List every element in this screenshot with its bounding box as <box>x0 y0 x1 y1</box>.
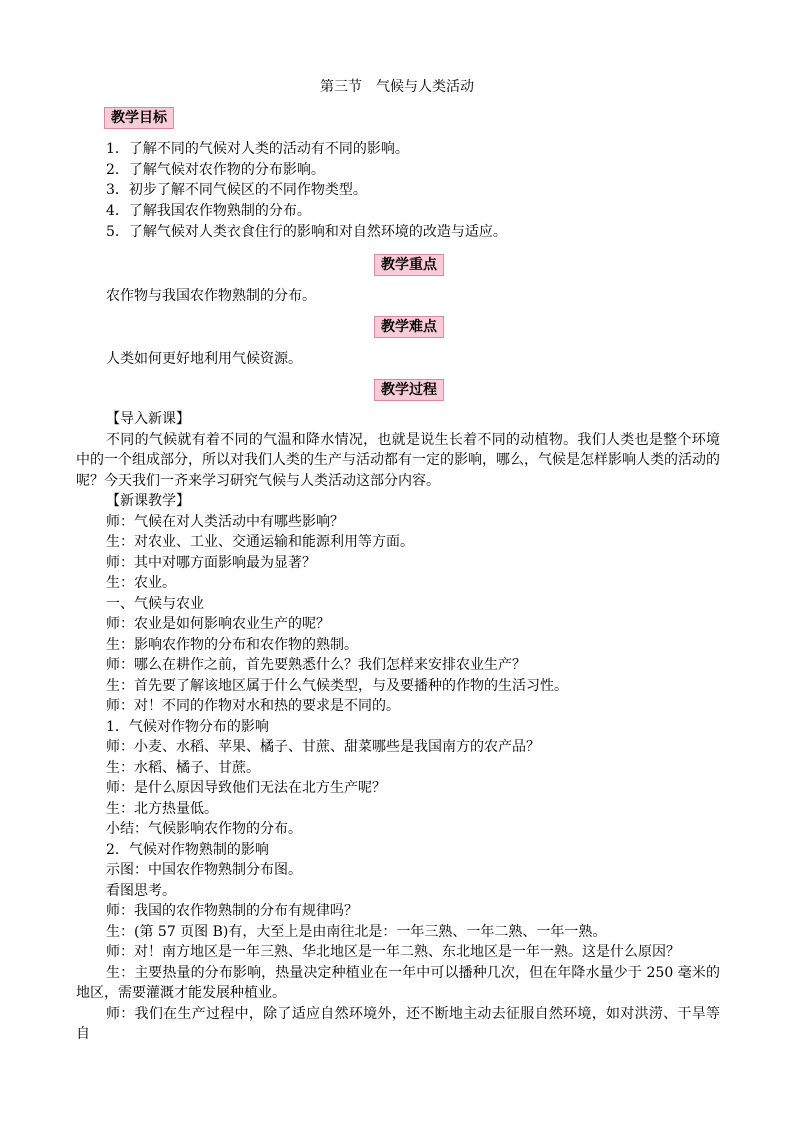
dialogue-line: 师：气候在对人类活动中有哪些影响？ <box>106 513 344 530</box>
intro-heading: 【导入新课】 <box>106 411 190 427</box>
dialogue-line: 师：我国的农作物熟制的分布有规律吗？ <box>106 903 358 919</box>
dialogue-paragraph: 师：我们在生产过程中，除了适应自然环境外，还不断地主动去征服自然环境，如对洪涝、干旱等自 <box>76 1005 720 1042</box>
dialogue-line: 师：对！南方地区是一年三熟、华北地区是一年二熟、东北地区是一年一熟。这是什么原因？ <box>106 944 680 960</box>
difficult-point-text: 人类如何更好地利用气候资源。 <box>106 351 302 367</box>
dialogue-line: 师：哪么在耕作之前，首先要熟悉什么？我们怎样来安排农业生产？ <box>106 657 526 673</box>
dialogue-line: 师：是什么原因导致他们无法在北方生产呢？ <box>106 780 386 796</box>
dialogue-line: 师：其中对哪方面影响最为显著？ <box>106 554 316 571</box>
dialogue-line: 生：(第 57 页图 B)有，大至上是由南往北是：一年三熟、一年二熟、一年一熟。 <box>106 923 607 940</box>
page-title: 第三节 气候与人类活动 <box>320 79 474 95</box>
key-point-text: 农作物与我国农作物熟制的分布。 <box>106 288 316 304</box>
new-lesson-heading: 【新课教学】 <box>106 493 190 509</box>
dialogue-line: 生：首先要了解该地区属于什么气候类型，与及要播种的作物的生活习性。 <box>106 677 568 694</box>
objective-item: 4．了解我国农作物熟制的分布。 <box>106 203 311 219</box>
dialogue-line: 示图：中国农作物熟制分布图。 <box>106 862 302 878</box>
intro-paragraph: 不同的气候就有着不同的气温和降水情况，也就是说生长着不同的动植物。我们人类也是整个环境中的一个组成部分，所以对我们人类的生产与活动都有一定的影响，哪么，气候是怎样影响人类的活动的呢？今天我们一齐来学习研究气候与人类活动这部分内容。 <box>76 431 720 489</box>
section-heading-objectives: 教学目标 <box>104 107 174 129</box>
dialogue-line: 师：农业是如何影响农业生产的呢？ <box>106 616 330 632</box>
dialogue-line: 生：影响农作物的分布和农作物的熟制。 <box>106 636 358 653</box>
objective-item: 3．初步了解不同气候区的不同作物类型。 <box>106 182 367 198</box>
dialogue-line: 生：农业。 <box>106 575 176 591</box>
dialogue-line: 师：小麦、水稻、苹果、橘子、甘蔗、甜菜哪些是我国南方的农产品？ <box>106 739 540 755</box>
section-heading-difficult-points: 教学难点 <box>374 316 444 338</box>
dialogue-line: 生：北方热量低。 <box>106 800 218 817</box>
dialogue-line: 师：对！不同的作物对水和热的要求是不同的。 <box>106 698 400 714</box>
subsection-heading: 1．气候对作物分布的影响 <box>106 718 269 735</box>
objective-item: 2．了解气候对农作物的分布影响。 <box>106 162 325 178</box>
dialogue-line: 生：对农业、工业、交通运输和能源利用等方面。 <box>106 534 414 550</box>
objective-item: 1．了解不同的气候对人类的活动有不同的影响。 <box>106 141 409 157</box>
objective-item: 5．了解气候对人类衣食住行的影响和对自然环境的改造与适应。 <box>106 224 507 240</box>
summary-line: 小结：气候影响农作物的分布。 <box>106 821 302 837</box>
section-heading-teaching-process: 教学过程 <box>374 379 444 401</box>
dialogue-line: 看图思考。 <box>106 882 176 899</box>
subsection-heading: 一、气候与农业 <box>106 595 204 612</box>
teaching-process-body <box>76 409 720 1045</box>
dialogue-line: 生：水稻、橘子、甘蔗。 <box>106 759 260 776</box>
dialogue-paragraph: 生：主要热量的分布影响，热量决定种植业在一年中可以播种几次，但在年降水量少于 250 毫米的地区，需要灌溉才能发展种植业。 <box>76 964 720 1001</box>
subsection-heading: 2．气候对作物熟制的影响 <box>106 841 269 858</box>
section-heading-key-points: 教学重点 <box>374 254 444 276</box>
